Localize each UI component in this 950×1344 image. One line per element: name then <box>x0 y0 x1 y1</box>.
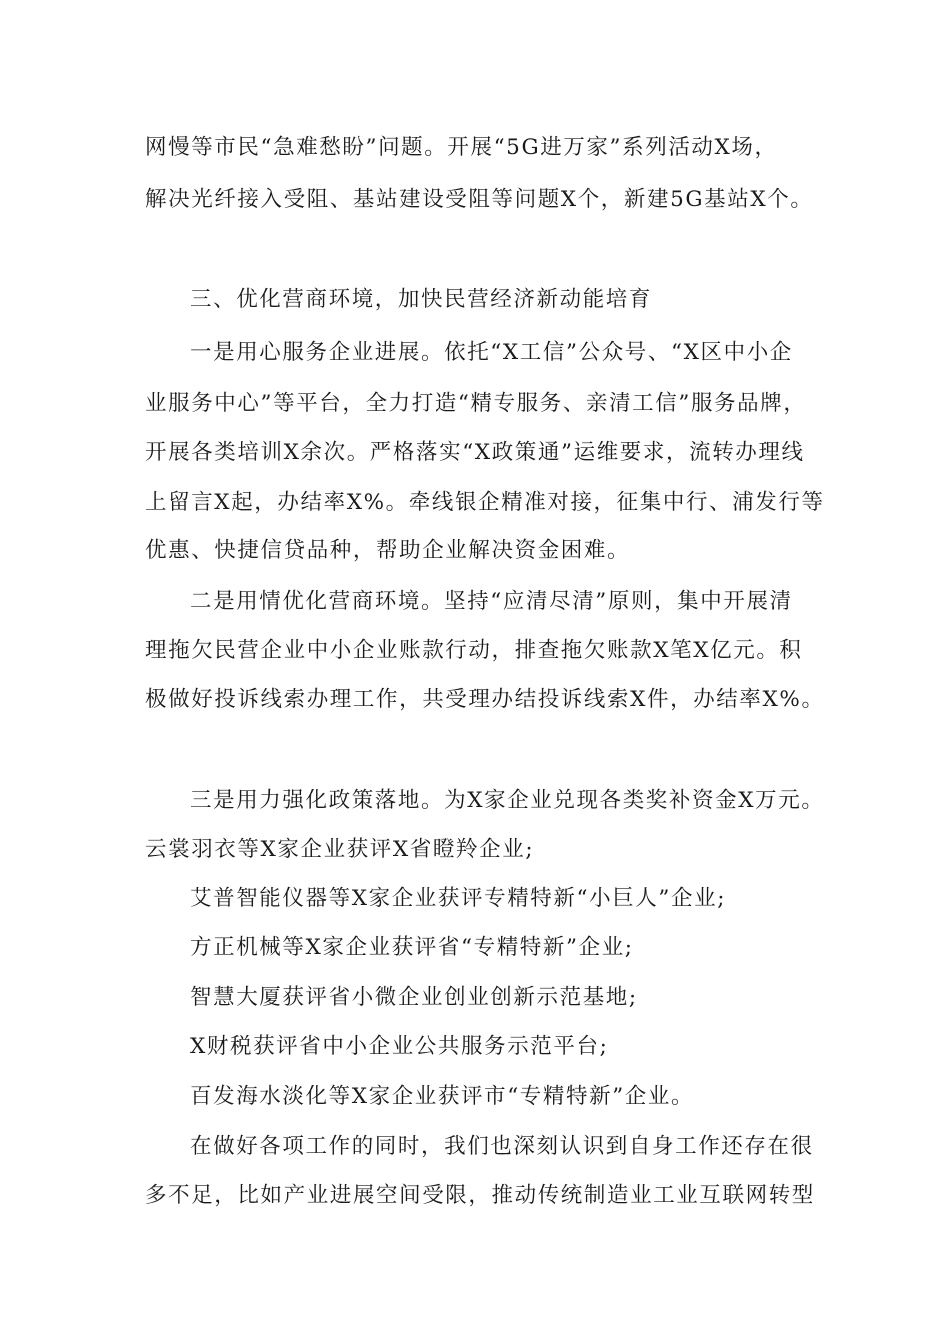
paragraph-line: 在做好各项工作的同时，我们也深刻认识到自身工作还存在很 <box>190 1134 814 1159</box>
paragraph-line: 一是用心服务企业进展。依托“X工信”公众号、“X区中小企 <box>190 340 793 365</box>
paragraph-line: 理拖欠民营企业中小企业账款行动，排查拖欠账款X笔X亿元。积 <box>145 638 803 663</box>
paragraph-line: 智慧大厦获评省小微企业创业创新示范基地; <box>190 985 638 1010</box>
paragraph-line: 优惠、快捷信贷品种，帮助企业解决资金困难。 <box>145 538 631 563</box>
paragraph-line: 业服务中心”等平台，全力打造“精专服务、亲清工信”服务品牌， <box>145 391 807 416</box>
paragraph-line: 云裳羽衣等X家企业获评X省瞪羚企业; <box>145 837 535 862</box>
paragraph-line: 方正机械等X家企业获评省“专精特新”企业; <box>190 935 634 960</box>
paragraph-line: 上留言X起，办结率X%。牵线银企精准对接，征集中行、浦发行等 <box>145 490 825 515</box>
paragraph-line: 百发海水淡化等X家企业获评市“专精特新”企业。 <box>190 1084 695 1109</box>
paragraph-line: 开展各类培训X余次。严格落实“X政策通”运维要求，流转办理线 <box>145 440 805 465</box>
paragraph-line: 二是用情优化营商环境。坚持“应清尽清”原则，集中开展清 <box>190 589 793 614</box>
text-line: 解决光纤接入受阻、基站建设受阻等问题X个，新建5G基站X个。 <box>145 187 814 212</box>
paragraph-line: 三是用力强化政策落地。为X家企业兑现各类奖补资金X万元。 <box>190 788 825 813</box>
paragraph-line: 极做好投诉线索办理工作，共受理办结投诉线索X件，办结率X%。 <box>145 687 825 712</box>
paragraph-line: 艾普智能仪器等X家企业获评专精特新“小巨人”企业; <box>190 886 727 911</box>
paragraph-line: X财税获评省中小企业公共服务示范平台; <box>190 1034 609 1059</box>
paragraph-line: 多不足，比如产业进展空间受限，推动传统制造业工业互联网转型 <box>145 1183 815 1208</box>
text-line: 网慢等市民“急难愁盼”问题。开展“5G进万家”系列活动X场， <box>145 135 778 160</box>
section-heading: 三、优化营商环境，加快民营经济新动能培育 <box>190 287 653 312</box>
